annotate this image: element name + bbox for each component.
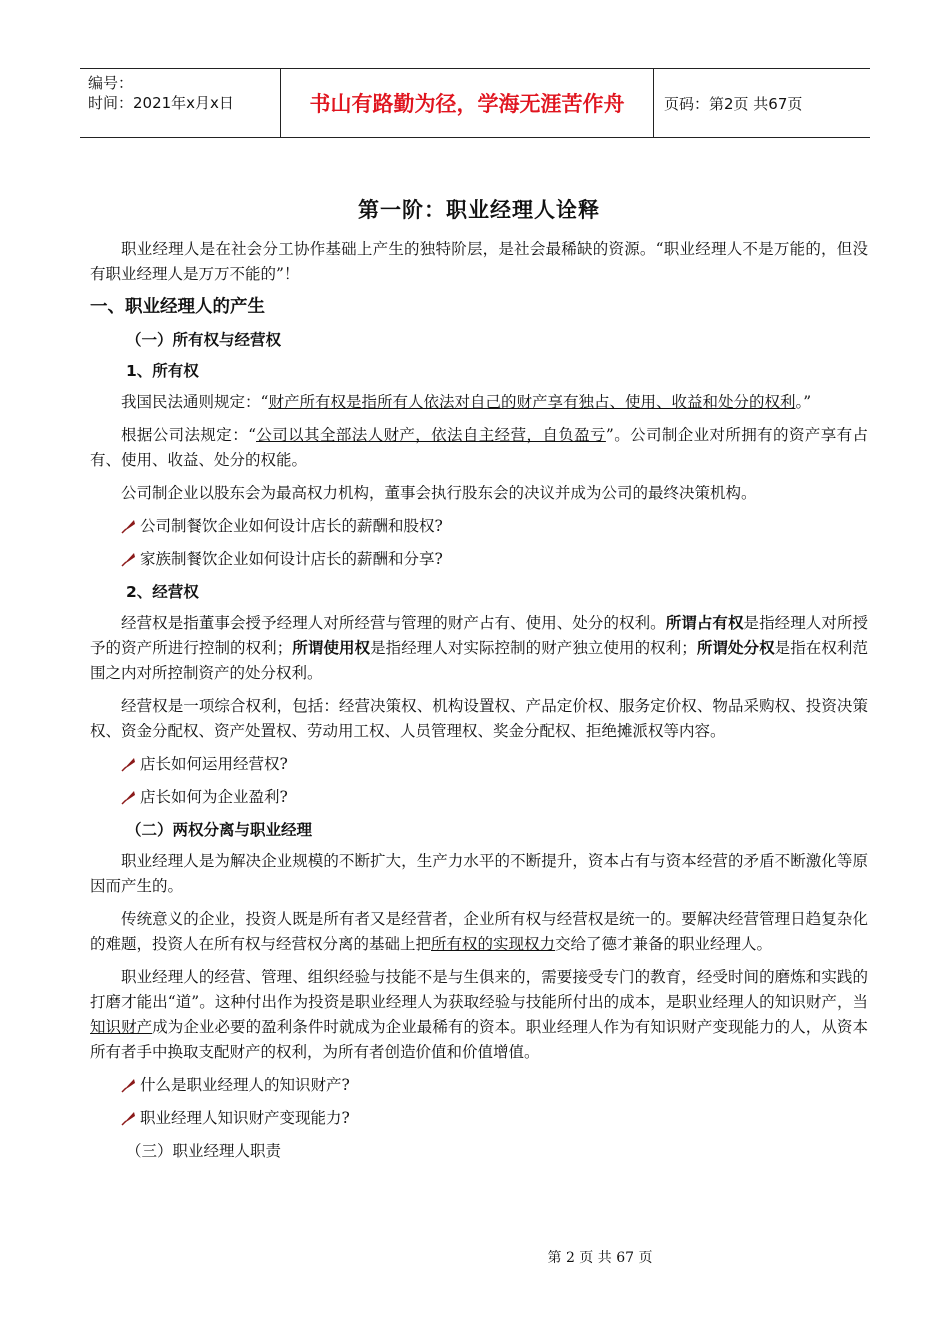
paragraph: 经营权是指董事会授予经理人对所经营与管理的财产占有、使用、处分的权利。所谓占有权是指经理人对所授予的资产所进行控制的权利；所谓使用权是指经理人对实际控制的财产独立使用的权利；所谓处分权是指在权利范围之内对所控制资产的处分权利。 [90,614,868,682]
underlined-text: 所有权的实现权力 [431,935,556,953]
header-motto: 书山有路勤为径，学海无涯苦作舟 [281,69,654,137]
page-header [80,68,870,138]
document-body [90,198,868,1170]
paragraph: 职业经理人是为解决企业规模的不断扩大，生产力水平的不断提升，资本占有与资本经营的矛盾不断激化等原因而产生的。 [90,852,868,895]
underlined-text: 公司以其全部法人财产，依法自主经营，自负盈亏 [256,426,606,444]
quill-bullet-icon [121,756,137,772]
paragraph: 传统意义的企业，投资人既是所有者又是经营者，企业所有权与经营权是统一的。要解决经营管理日趋复杂化的难题，投资人在所有权与经营权分离的基础上把所有权的实现权力交给了德才兼备的职业经理人。 [90,910,868,953]
quill-bullet-icon [121,518,137,534]
quill-bullet-icon [121,1077,137,1093]
header-page-code: 页码：第2页 共67页 [664,94,803,113]
question-item: 店长如何为企业盈利? [90,785,868,810]
paragraph: 职业经理人的经营、管理、组织经验与技能不是与生俱来的，需要接受专门的教育，经受时间的磨炼和实践的打磨才能出“道”。这种付出作为投资是职业经理人为获取经验与技能所付出的成本，是职业经理人的知识财产，当知识财产成为企业必要的盈利条件时就成为企业最稀有的资本。职业经理人作为有知识财产变现能力的人，从资本所有者手中换取支配财产的权利，为所有者创造价值和价值增值。 [90,968,868,1061]
subsection-heading: （三）职业经理人职责 [126,1142,282,1160]
paragraph: 经营权是一项综合权利，包括：经营决策权、机构设置权、产品定价权、服务定价权、物品采购权、投资决策权、资金分配权、资产处置权、劳动用工权、人员管理权、奖金分配权、拒绝摊派权等内容。 [90,697,868,740]
item-heading: 2、经营权 [126,583,199,601]
question-item: 家族制餐饮企业如何设计店长的薪酬和分享? [90,547,868,572]
underlined-text: 知识财产 [90,1018,153,1036]
item-heading: 1、所有权 [126,362,199,380]
page-title: 第一阶：职业经理人诠释 [358,198,600,222]
underlined-text: 财产所有权是指所有人依法对自己的财产享有独占、使用、收益和处分的权利 [268,393,796,411]
section-heading: 一、职业经理人的产生 [90,297,265,317]
paragraph: 根据公司法规定：“公司以其全部法人财产，依法自主经营，自负盈亏”。公司制企业对所拥有的资产享有占有、使用、收益、处分的权能。 [90,426,868,469]
time-label: 时间：2021年x月x日 [88,94,234,112]
page-footer: 第 2 页 共 67 页 [547,1250,653,1266]
paragraph: 公司制企业以股东会为最高权力机构，董事会执行股东会的决议并成为公司的最终决策机构。 [121,484,757,502]
question-item: 公司制餐饮企业如何设计店长的薪酬和股权? [90,514,868,539]
quill-bullet-icon [121,1110,137,1126]
header-meta [80,69,281,137]
question-item: 店长如何运用经营权? [90,752,868,777]
subsection-heading: （二）两权分离与职业经理 [126,821,313,839]
number-label: 编号： [88,74,134,92]
question-item: 什么是职业经理人的知识财产? [90,1073,868,1098]
paragraph: 我国民法通则规定：“财产所有权是指所有人依法对自己的财产享有独占、使用、收益和处分的权利。” [121,393,812,411]
subsection-heading: （一）所有权与经营权 [126,331,282,349]
question-item: 职业经理人知识财产变现能力? [90,1106,868,1131]
quill-bullet-icon [121,789,137,805]
quill-bullet-icon [121,551,137,567]
intro-paragraph: 职业经理人是在社会分工协作基础上产生的独特阶层，是社会最稀缺的资源。“职业经理人不是万能的，但没有职业经理人是万万不能的”！ [90,240,868,283]
